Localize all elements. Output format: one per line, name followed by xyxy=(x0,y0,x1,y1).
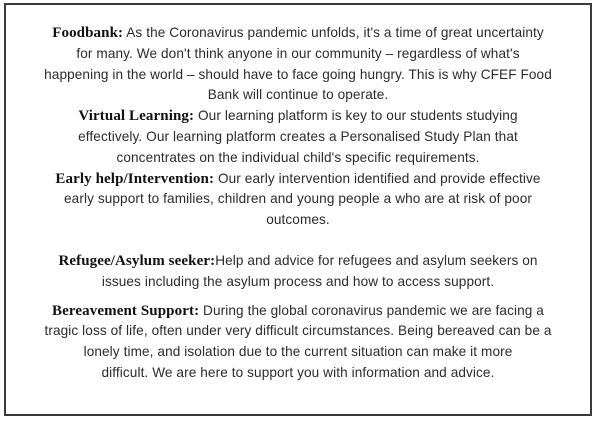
section-line: outcomes. xyxy=(266,212,330,228)
section-text: Our early intervention identified and provide effective xyxy=(214,170,541,186)
section-refugee-asylum xyxy=(16,251,580,293)
section-line xyxy=(16,251,580,272)
section-line xyxy=(16,301,580,322)
section-line: difficult. We are here to support you with information and advice. xyxy=(101,364,495,380)
section-line: happening in the world – should have to face going hungry. This is why CFEF Food xyxy=(44,66,552,82)
section-text: Our learning platform is key to our students studying xyxy=(194,108,518,124)
section-line xyxy=(16,106,580,127)
section-foodbank xyxy=(16,23,580,106)
section-heading: Refugee/Asylum seeker: xyxy=(58,252,216,269)
section-early-help xyxy=(16,169,580,231)
section-line xyxy=(16,23,580,44)
section-text: During the global coronavirus pandemic we are facing a xyxy=(199,302,544,318)
section-line: early support to families, children and young people a who are at risk of poor xyxy=(64,191,532,207)
section-text: Help and advice for refugees and asylum seekers on xyxy=(215,252,538,268)
section-heading: Bereavement Support: xyxy=(52,302,200,319)
section-text: As the Coronavirus pandemic unfolds, it's a time of great uncertainty xyxy=(123,25,544,40)
section-line xyxy=(16,169,580,190)
services-card xyxy=(4,3,592,416)
section-spacer xyxy=(16,231,580,251)
section-heading: Early help/Intervention: xyxy=(55,170,215,187)
services-content xyxy=(16,23,580,384)
section-virtual-learning xyxy=(16,106,580,168)
section-line: lonely time, and isolation due to the current situation can make it more xyxy=(83,344,513,360)
section-line: issues including the asylum process and how to access support. xyxy=(101,273,495,289)
section-spacer xyxy=(16,293,580,301)
section-line: tragic loss of life, often under very difficult circumstances. Being bereaved can be a xyxy=(44,323,552,339)
section-heading: Foodbank: xyxy=(52,25,124,41)
section-line: concentrates on the individual child's specific requirements. xyxy=(116,149,480,165)
section-line: Bank will continue to operate. xyxy=(207,87,389,103)
section-line: effectively. Our learning platform creates a Personalised Study Plan that xyxy=(78,128,518,144)
section-heading: Virtual Learning: xyxy=(78,108,195,125)
section-line: for many. We don't think anyone in our community – regardless of what's xyxy=(76,45,520,61)
section-bereavement xyxy=(16,301,580,384)
